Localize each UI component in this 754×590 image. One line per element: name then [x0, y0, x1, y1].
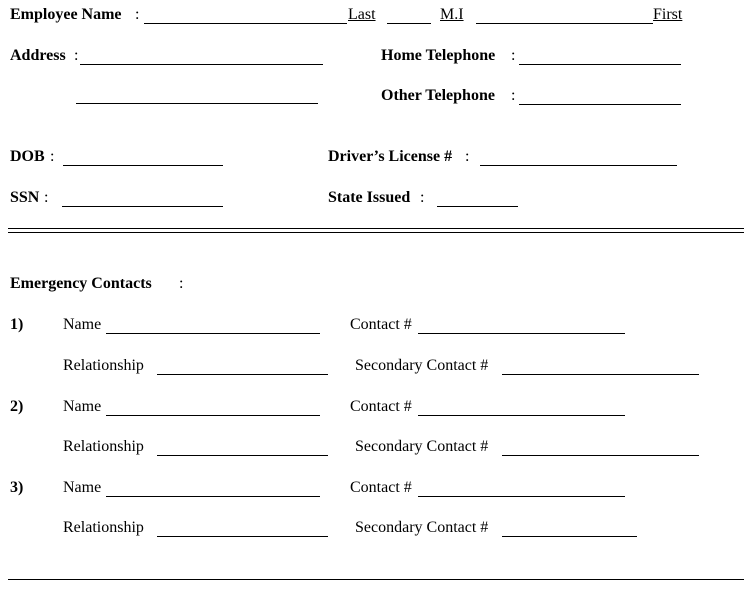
contact-3-name-label: Name — [63, 479, 102, 496]
contact-2-name-label: Name — [63, 398, 102, 415]
contact-2-name-field[interactable] — [106, 415, 320, 416]
address-line-2-field[interactable] — [76, 103, 318, 104]
drivers-license-label: Driver’s License # — [328, 148, 453, 165]
contact-1-phone-field[interactable] — [418, 333, 625, 334]
contact-1-secondary-label: Secondary Contact # — [355, 357, 489, 374]
dob-colon: : — [50, 148, 55, 165]
drivers-license-colon: : — [465, 148, 470, 165]
ssn-colon: : — [44, 189, 49, 206]
other-telephone-label: Other Telephone — [381, 87, 495, 104]
other-telephone-colon: : — [511, 87, 516, 104]
state-issued-label: State Issued — [328, 189, 411, 206]
contact-3-relationship-label: Relationship — [63, 519, 144, 536]
address-line-1-field[interactable] — [80, 64, 323, 65]
contact-3-phone-label: Contact # — [350, 479, 412, 496]
home-telephone-label: Home Telephone — [381, 47, 496, 64]
ssn-field[interactable] — [62, 206, 223, 207]
other-telephone-field[interactable] — [519, 104, 681, 105]
drivers-license-field[interactable] — [480, 165, 677, 166]
first-name-caption: First — [653, 6, 683, 23]
emergency-contacts-colon: : — [179, 275, 184, 292]
bottom-divider — [8, 579, 744, 580]
contact-3-phone-field[interactable] — [418, 496, 625, 497]
home-telephone-field[interactable] — [519, 64, 681, 65]
contact-2-number: 2) — [10, 398, 24, 415]
contact-2-secondary-field[interactable] — [502, 455, 699, 456]
dob-field[interactable] — [63, 165, 223, 166]
first-name-field[interactable] — [476, 23, 653, 24]
last-name-field[interactable] — [144, 23, 347, 24]
contact-1-relationship-label: Relationship — [63, 357, 144, 374]
contact-2-phone-field[interactable] — [418, 415, 625, 416]
section-divider-bottom — [8, 232, 744, 233]
employee-name-colon: : — [135, 6, 140, 23]
contact-1-number: 1) — [10, 316, 24, 333]
contact-3-secondary-label: Secondary Contact # — [355, 519, 489, 536]
state-issued-field[interactable] — [437, 206, 518, 207]
contact-1-name-label: Name — [63, 316, 102, 333]
address-label: Address — [10, 47, 66, 64]
dob-label: DOB — [10, 148, 45, 165]
contact-3-relationship-field[interactable] — [157, 536, 328, 537]
contact-3-number: 3) — [10, 479, 24, 496]
contact-3-secondary-field[interactable] — [502, 536, 637, 537]
middle-initial-field[interactable] — [387, 23, 431, 24]
contact-2-phone-label: Contact # — [350, 398, 412, 415]
emergency-contacts-heading: Emergency Contacts — [10, 275, 152, 292]
middle-initial-caption: M.I — [440, 6, 464, 23]
contact-2-relationship-label: Relationship — [63, 438, 144, 455]
state-issued-colon: : — [420, 189, 425, 206]
last-name-caption: Last — [348, 6, 376, 23]
employee-name-label: Employee Name — [10, 6, 122, 23]
contact-3-name-field[interactable] — [106, 496, 320, 497]
home-telephone-colon: : — [511, 47, 516, 64]
contact-1-secondary-field[interactable] — [502, 374, 699, 375]
contact-1-phone-label: Contact # — [350, 316, 412, 333]
contact-2-relationship-field[interactable] — [157, 455, 328, 456]
ssn-label: SSN — [10, 189, 40, 206]
contact-2-secondary-label: Secondary Contact # — [355, 438, 489, 455]
section-divider-top — [8, 228, 744, 229]
contact-1-name-field[interactable] — [106, 333, 320, 334]
address-colon: : — [74, 47, 79, 64]
contact-1-relationship-field[interactable] — [157, 374, 328, 375]
